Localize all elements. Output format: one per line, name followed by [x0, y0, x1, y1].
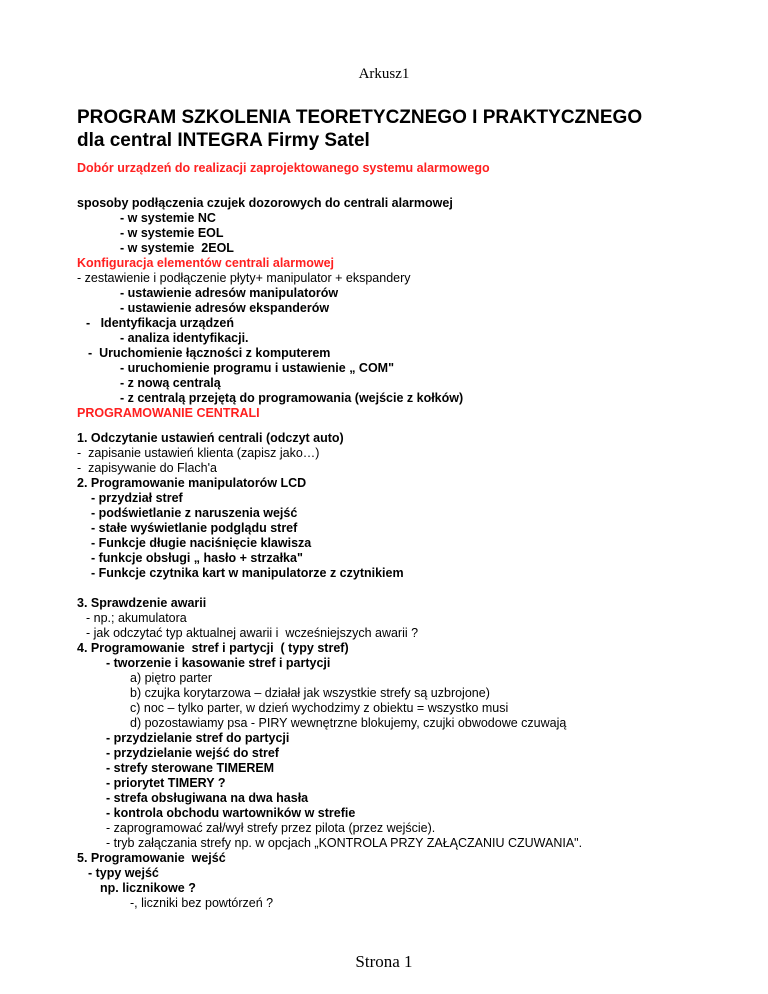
list-item: b) czujka korytarzowa – działał jak wszystkie strefy są uzbrojone) — [130, 686, 490, 700]
document-title — [77, 106, 642, 152]
list-item: - z centralą przejętą do programowania (wejście z kołków) — [120, 391, 464, 405]
list-item: - priorytet TIMERY ? — [106, 776, 226, 790]
page-header: Arkusz1 — [358, 66, 410, 82]
list-item: - Identyfikacja urządzeń — [86, 316, 234, 330]
list-item: - ustawienie adresów manipulatorów — [120, 286, 339, 300]
numbered-heading: 4. Programowanie stref i partycji ( typy stref) — [77, 641, 349, 655]
section-heading: Konfiguracja elementów centrali alarmowej — [77, 256, 335, 270]
list-item: - tryb załączania strefy np. w opcjach „KONTROLA PRZY ZAŁĄCZANIU CZUWANIA". — [106, 836, 583, 850]
text-line: sposoby podłączenia czujek dozorowych do centrali alarmowej — [77, 196, 453, 210]
list-item: - w systemie 2EOL — [120, 241, 234, 255]
list-item: - tworzenie i kasowanie stref i partycji — [106, 656, 331, 670]
title-line-2: dla central INTEGRA Firmy Satel — [77, 130, 370, 151]
title-line-1: PROGRAM SZKOLENIA TEORETYCZNEGO I PRAKTYCZNEGO — [77, 107, 643, 128]
list-item: - zapisywanie do Flach'a — [77, 461, 217, 475]
list-item: c) noc – tylko parter, w dzień wychodzimy z obiektu = wszystko musi — [130, 701, 509, 715]
list-item: - jak odczytać typ aktualnej awarii i wcześniejszych awarii ? — [86, 626, 419, 640]
list-item: - stałe wyświetlanie podglądu stref — [91, 521, 298, 535]
section-heading: Dobór urządzeń do realizacji zaprojektowanego systemu alarmowego — [77, 161, 490, 175]
list-item: - przydział stref — [91, 491, 183, 505]
list-item: -, liczniki bez powtórzeń ? — [130, 896, 274, 910]
list-item: - w systemie EOL — [120, 226, 224, 240]
page-footer: Strona 1 — [355, 952, 413, 971]
list-item: d) pozostawiamy psa - PIRY wewnętrzne blokujemy, czujki obwodowe czuwają — [130, 716, 567, 730]
list-item: - strefa obsługiwana na dwa hasła — [106, 791, 309, 805]
list-item: - Uruchomienie łączności z komputerem — [88, 346, 331, 360]
list-item: - zapisanie ustawień klienta (zapisz jako…) — [77, 446, 320, 460]
list-item: - kontrola obchodu wartowników w strefie — [106, 806, 356, 820]
numbered-heading: 2. Programowanie manipulatorów LCD — [77, 476, 307, 490]
numbered-heading: 1. Odczytanie ustawień centrali (odczyt auto) — [77, 431, 344, 445]
numbered-heading: 3. Sprawdzenie awarii — [77, 596, 207, 610]
list-item: - w systemie NC — [120, 211, 216, 225]
list-item: - np.; akumulatora — [86, 611, 187, 625]
numbered-heading: 5. Programowanie wejść — [77, 851, 226, 865]
list-item: - podświetlanie z naruszenia wejść — [91, 506, 298, 520]
list-item: - przydzielanie stref do partycji — [106, 731, 290, 745]
list-item: - przydzielanie wejść do stref — [106, 746, 279, 760]
list-item: - z nową centralą — [120, 376, 221, 390]
section-heading: PROGRAMOWANIE CENTRALI — [77, 406, 260, 420]
list-item: - Funkcje długie naciśnięcie klawisza — [91, 536, 312, 550]
list-item: - zaprogramować zał/wył strefy przez pilota (przez wejście). — [106, 821, 436, 835]
list-item: np. licznikowe ? — [100, 881, 196, 895]
list-item: - analiza identyfikacji. — [120, 331, 249, 345]
list-item: - strefy sterowane TIMEREM — [106, 761, 275, 775]
list-item: a) piętro parter — [130, 671, 212, 685]
text-line: - zestawienie i podłączenie płyty+ manipulator + ekspandery — [77, 271, 411, 285]
list-item: - ustawienie adresów ekspanderów — [120, 301, 330, 315]
list-item: - typy wejść — [88, 866, 159, 880]
list-item: - Funkcje czytnika kart w manipulatorze z czytnikiem — [91, 566, 404, 580]
list-item: - uruchomienie programu i ustawienie „ COM" — [120, 361, 395, 375]
list-item: - funkcje obsługi „ hasło + strzałka" — [91, 551, 303, 565]
